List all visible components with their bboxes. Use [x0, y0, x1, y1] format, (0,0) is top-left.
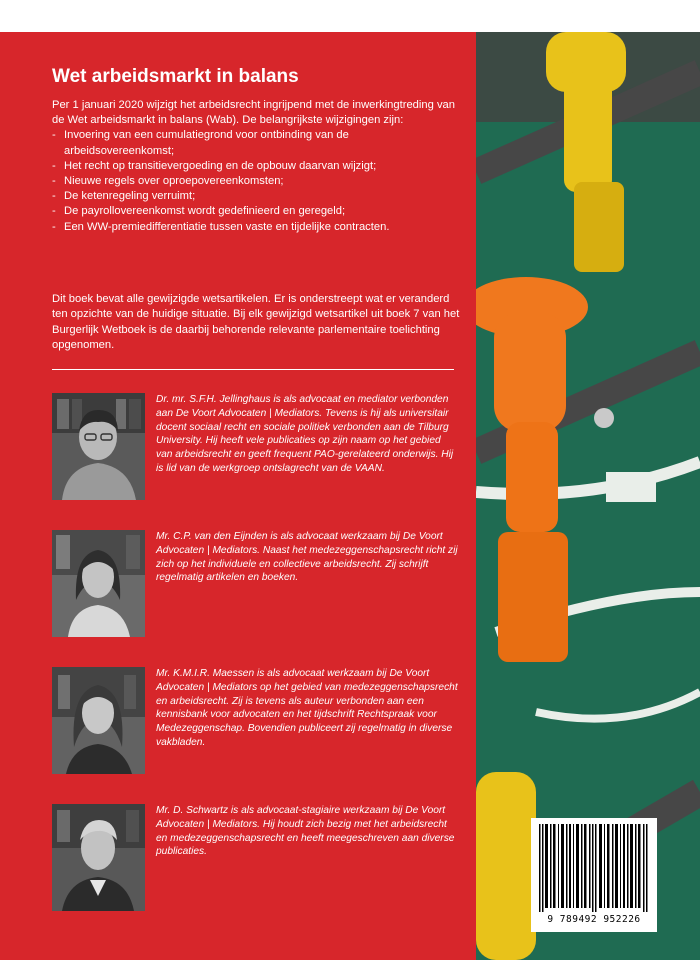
list-item: - Invoering van een cumulatiegrond voor ontbinding van de arbeidsovereenkomst;	[52, 128, 462, 158]
list-item: - Het recht op transitievergoeding en de opbouw daarvan wijzigt;	[52, 159, 462, 174]
author-entry	[52, 393, 462, 503]
author-bio: Mr. K.M.I.R. Maessen is als advocaat werkzaam bij De Voort Advocaten | Mediators op het gebied van medezeggenschapsrecht en arbeidsrecht. Zij is tevens als auteur verbonden aan een kennisbank voor advocaten en het tijdschrift Rechtspraak voor Medezeggenschap. Bovendien publiceert zij regelmatig in diverse vakbladen.	[156, 668, 458, 748]
list-item: - De ketenregeling verruimt;	[52, 189, 462, 204]
book-title: Wet arbeidsmarkt in balans	[52, 66, 299, 87]
intro-block	[52, 98, 462, 235]
author-portrait	[52, 393, 145, 500]
author-bio: Mr. D. Schwartz is als advocaat-stagiaire werkzaam bij De Voort Advocaten | Mediators. Hij houdt zich bezig met het arbeidsrecht en medezeggenschapsrecht en heeft meegeschreven aan diverse publicaties.	[156, 805, 455, 858]
section-divider	[52, 369, 454, 370]
list-item: - Nieuwe regels over oproepovereenkomsten;	[52, 174, 462, 189]
list-item: - De payrollovereenkomst wordt gedefinieerd en geregeld;	[52, 204, 462, 219]
author-entry	[52, 667, 462, 777]
isbn-number: 9 789492 952226	[547, 914, 641, 925]
author-bio: Dr. mr. S.F.H. Jellinghaus is als advocaat en mediator verbonden aan De Voort Advocaten | Mediators. Tevens is hij als universitair docent sociaal recht en sociale politiek verbonden aan de Tilburg University. Hij heeft vele publicaties op zijn naam op het gebied van arbeidsrecht en geeft frequent PAO-gerelateerd onderwijs. Hij is lid van de werkgroep ontslagrecht van de VAAN.	[156, 394, 454, 474]
isbn-barcode	[531, 818, 657, 932]
back-cover-text-panel	[0, 32, 476, 960]
list-item: - Een WW-premiedifferentiatie tussen vaste en tijdelijke contracten.	[52, 220, 462, 235]
author-portrait	[52, 530, 145, 637]
intro-paragraph: Per 1 januari 2020 wijzigt het arbeidsrecht ingrijpend met de inwerkingtreding van de Wet arbeidsmarkt in balans (Wab). De belangrijkste wijzigingen zijn:	[52, 99, 455, 127]
author-entry	[52, 804, 462, 914]
author-portrait	[52, 667, 145, 774]
author-bio: Mr. C.P. van den Eijnden is als advocaat werkzaam bij De Voort Advocaten | Mediators. Naast het medezeggenschapsrecht richt zij zich op het individuele en collectieve arbeidsrecht. Zij schrijft regelmatig artikelen en boeken.	[156, 531, 458, 584]
author-entry	[52, 530, 462, 640]
changes-list	[52, 128, 462, 234]
closing-paragraph: Dit boek bevat alle gewijzigde wetsartikelen. Er is onderstreept wat er veranderd ten opzichte van de huidige situatie. Bij elk gewijzigd wetsartikel uit boek 7 van het Burgerlijk Wetboek is de daarbij behorende relevante parlementaire toelichting opgenomen.	[52, 293, 460, 352]
author-portrait	[52, 804, 145, 911]
